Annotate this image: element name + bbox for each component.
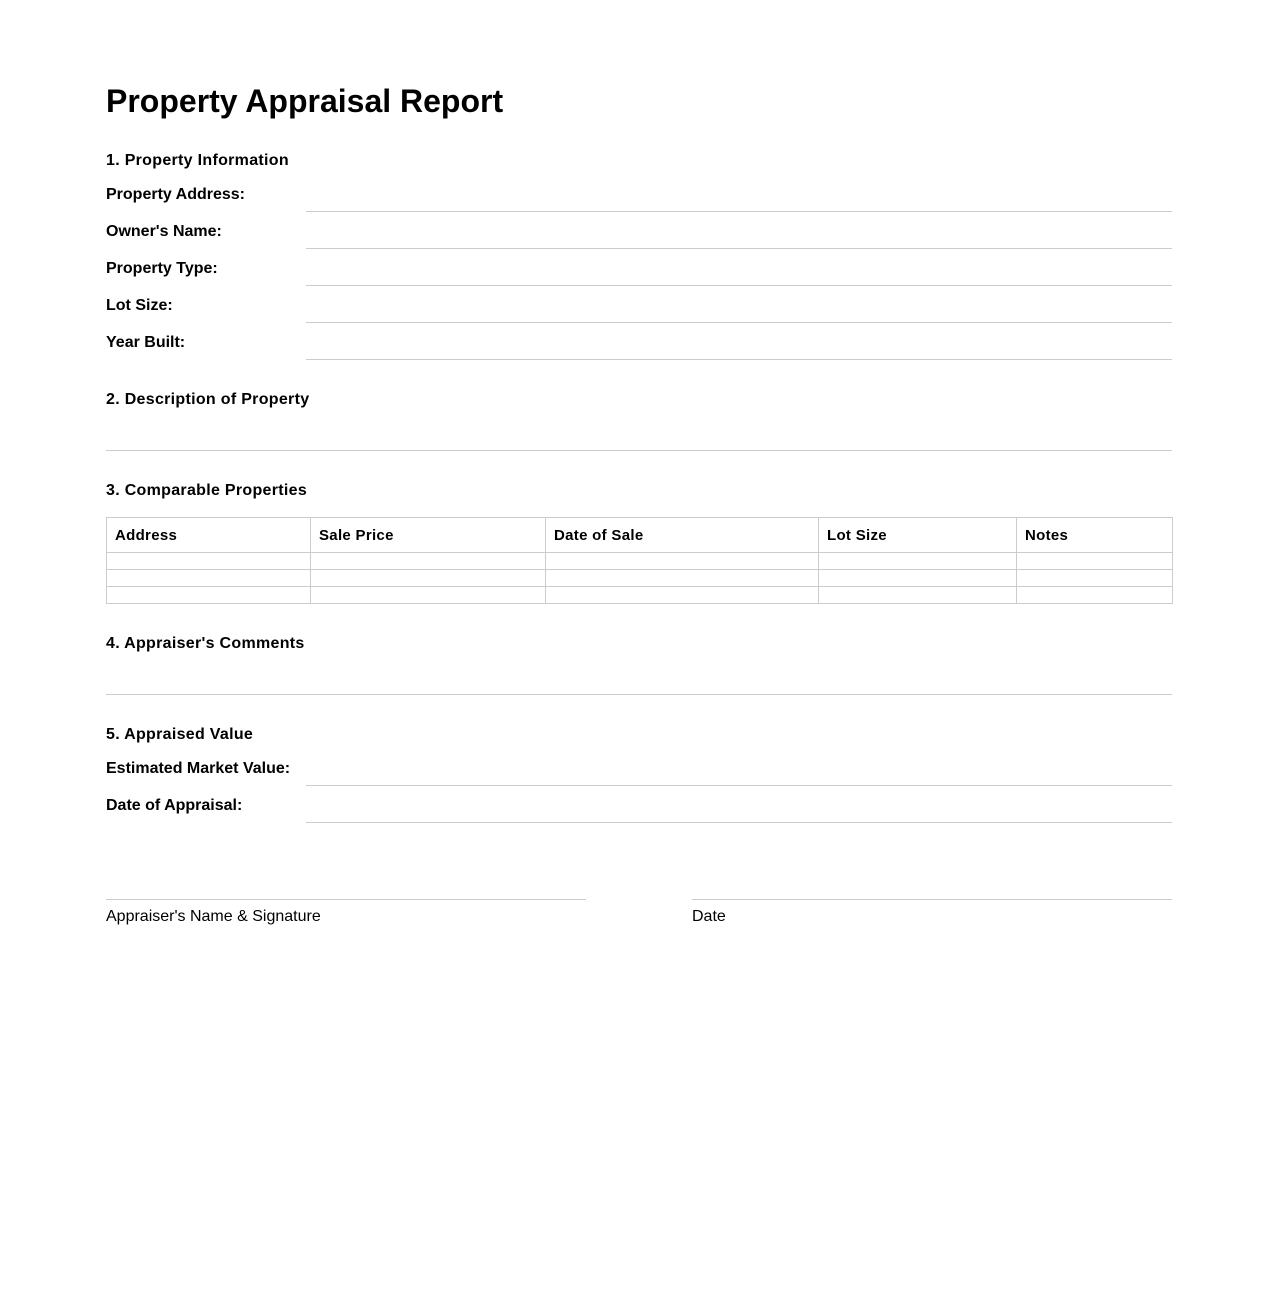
property-type-field[interactable] <box>306 285 1172 286</box>
comparables-table <box>106 517 1173 604</box>
owner-name-field[interactable] <box>306 248 1172 249</box>
column-header-address: Address <box>107 518 311 553</box>
column-header-sale-price: Sale Price <box>311 518 546 553</box>
table-cell[interactable] <box>546 570 819 587</box>
table-cell[interactable] <box>1017 570 1173 587</box>
property-address-label: Property Address: <box>106 186 245 203</box>
table-cell[interactable] <box>1017 553 1173 570</box>
table-cell[interactable] <box>311 587 546 604</box>
section-heading-appraised-value: 5. Appraised Value <box>106 726 254 743</box>
signature-date-label: Date <box>692 908 726 925</box>
date-of-appraisal-label: Date of Appraisal: <box>106 797 243 814</box>
table-cell[interactable] <box>819 553 1017 570</box>
table-row <box>107 553 1173 570</box>
section-heading-comparables: 3. Comparable Properties <box>106 482 308 499</box>
column-header-lot-size: Lot Size <box>819 518 1017 553</box>
table-cell[interactable] <box>1017 587 1173 604</box>
table-cell[interactable] <box>107 553 311 570</box>
lot-size-field[interactable] <box>306 322 1172 323</box>
table-cell[interactable] <box>311 553 546 570</box>
column-header-notes: Notes <box>1017 518 1173 553</box>
property-type-label: Property Type: <box>106 260 218 277</box>
estimated-market-value-field[interactable] <box>306 785 1172 786</box>
table-header-row <box>107 518 1173 553</box>
section-heading-comments: 4. Appraiser's Comments <box>106 635 305 652</box>
lot-size-label: Lot Size: <box>106 297 173 314</box>
table-cell[interactable] <box>546 587 819 604</box>
table-cell[interactable] <box>819 587 1017 604</box>
description-field[interactable] <box>106 450 1172 451</box>
table-row <box>107 570 1173 587</box>
appraiser-signature-label: Appraiser's Name & Signature <box>106 908 321 925</box>
column-header-date-of-sale: Date of Sale <box>546 518 819 553</box>
section-heading-description: 2. Description of Property <box>106 391 310 408</box>
owner-name-label: Owner's Name: <box>106 223 222 240</box>
estimated-market-value-label: Estimated Market Value: <box>106 760 291 777</box>
table-cell[interactable] <box>311 570 546 587</box>
document-title: Property Appraisal Report <box>106 83 504 119</box>
table-cell[interactable] <box>107 587 311 604</box>
comments-field[interactable] <box>106 694 1172 695</box>
table-row <box>107 587 1173 604</box>
property-address-field[interactable] <box>306 211 1172 212</box>
section-heading-property-information: 1. Property Information <box>106 152 289 169</box>
year-built-field[interactable] <box>306 359 1172 360</box>
table-cell[interactable] <box>546 553 819 570</box>
table-cell[interactable] <box>819 570 1017 587</box>
appraiser-signature-line[interactable] <box>106 899 586 900</box>
year-built-label: Year Built: <box>106 334 186 351</box>
signature-date-line[interactable] <box>692 899 1172 900</box>
table-cell[interactable] <box>107 570 311 587</box>
date-of-appraisal-field[interactable] <box>306 822 1172 823</box>
